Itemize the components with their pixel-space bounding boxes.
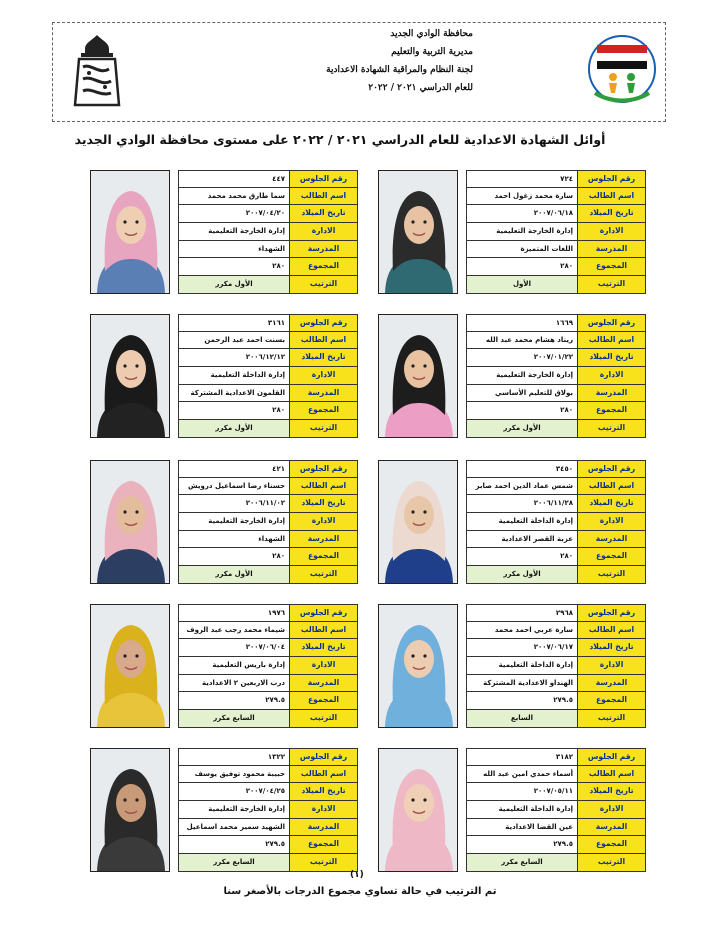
label-rank: الترتيب — [578, 566, 646, 584]
student-portrait-icon — [91, 749, 170, 872]
value-dob: ٢٠٠٧/٠٤/٢٥ — [178, 783, 290, 801]
label-name: اسم الطالب — [578, 766, 646, 784]
label-seat: رقم الجلوس — [290, 748, 358, 766]
student-portrait-icon — [379, 171, 458, 294]
info-row-rank — [466, 566, 646, 584]
page-title: أوائل الشهادة الاعدادية للعام الدراسي ٢٠٢١ / ٢٠٢٢ على مستوى محافظة الوادي الجديد — [74, 132, 606, 147]
value-rank: السابع مكرر — [466, 854, 578, 872]
student-portrait-icon — [379, 749, 458, 872]
info-row-rank — [466, 854, 646, 872]
label-rank: الترتيب — [290, 276, 358, 294]
value-name: سما طارق محمد محمد — [178, 188, 290, 206]
value-school: درب الاربعين ٢ الاعدادية — [178, 675, 290, 693]
info-row-rank — [178, 420, 358, 438]
page-number: (١) — [350, 870, 364, 880]
value-seat: ١٩٧٦ — [178, 604, 290, 622]
info-row-seat — [178, 460, 358, 478]
info-row-seat — [466, 604, 646, 622]
label-dob: تاريخ الميلاد — [578, 495, 646, 513]
info-row-seat — [466, 170, 646, 188]
value-dob: ٢٠٠٧/٠٥/١١ — [466, 783, 578, 801]
value-rank: الأول مكرر — [466, 566, 578, 584]
value-seat: ٣٤٥٠ — [466, 460, 578, 478]
label-school: المدرسة — [578, 241, 646, 259]
info-row-dob — [178, 639, 358, 657]
value-admin: إدارة الداخلة التعليمية — [466, 513, 578, 531]
label-admin: الادارة — [290, 513, 358, 531]
label-total: المجموع — [290, 258, 358, 276]
student-photo — [378, 604, 458, 728]
value-rank: السابع مكرر — [178, 854, 290, 872]
label-dob: تاريخ الميلاد — [578, 783, 646, 801]
info-row-name — [178, 188, 358, 206]
value-name: ريناد هشام محمد عبد الله — [466, 332, 578, 350]
value-rank: الأول مكرر — [178, 420, 290, 438]
label-admin: الادارة — [578, 513, 646, 531]
label-total: المجموع — [578, 548, 646, 566]
info-row-seat — [178, 170, 358, 188]
info-row-seat — [466, 748, 646, 766]
value-seat: ٢٩٦٨ — [466, 604, 578, 622]
info-row-name — [466, 766, 646, 784]
info-row-admin — [466, 801, 646, 819]
label-total: المجموع — [290, 692, 358, 710]
student-info-table — [178, 314, 358, 438]
label-dob: تاريخ الميلاد — [290, 495, 358, 513]
label-name: اسم الطالب — [578, 622, 646, 640]
value-name: حبيبة محمود توفيق يوسف — [178, 766, 290, 784]
info-row-dob — [466, 349, 646, 367]
student-portrait-icon — [91, 171, 170, 294]
label-seat: رقم الجلوس — [578, 460, 646, 478]
info-row-dob — [178, 205, 358, 223]
value-total: ٢٨٠ — [466, 258, 578, 276]
student-photo — [90, 314, 170, 438]
student-card — [378, 604, 646, 728]
info-row-total — [466, 402, 646, 420]
value-school: اللغات المتميزة — [466, 241, 578, 259]
info-row-dob — [178, 783, 358, 801]
info-row-school — [178, 675, 358, 693]
label-name: اسم الطالب — [578, 188, 646, 206]
student-portrait-icon — [91, 461, 170, 584]
info-row-rank — [178, 566, 358, 584]
label-admin: الادارة — [578, 801, 646, 819]
info-row-name — [178, 332, 358, 350]
label-rank: الترتيب — [290, 566, 358, 584]
footer-note: تم الترتيب في حالة تساوي مجموع الدرجات بالأصغر سنا — [223, 886, 497, 897]
value-seat: ٤٢١ — [178, 460, 290, 478]
info-row-school — [466, 819, 646, 837]
education-directorate-logo-icon — [587, 31, 657, 107]
info-row-name — [466, 478, 646, 496]
student-photo — [378, 314, 458, 438]
value-dob: ٢٠٠٦/١٢/١٢ — [178, 349, 290, 367]
label-admin: الادارة — [290, 223, 358, 241]
student-photo — [90, 170, 170, 294]
label-name: اسم الطالب — [578, 332, 646, 350]
label-total: المجموع — [578, 836, 646, 854]
info-row-dob — [466, 639, 646, 657]
value-rank: السابع مكرر — [178, 710, 290, 728]
value-admin: إدارة الخارجة التعليمية — [178, 223, 290, 241]
label-seat: رقم الجلوس — [290, 314, 358, 332]
label-school: المدرسة — [290, 531, 358, 549]
student-card — [90, 314, 358, 438]
student-card — [378, 460, 646, 584]
value-rank: الأول مكرر — [178, 276, 290, 294]
label-rank: الترتيب — [578, 854, 646, 872]
label-school: المدرسة — [290, 385, 358, 403]
student-card — [378, 748, 646, 872]
value-school: بولاق للتعليم الأساسي — [466, 385, 578, 403]
info-row-name — [466, 332, 646, 350]
value-admin: إدارة الداخلة التعليمية — [178, 367, 290, 385]
student-card — [378, 170, 646, 294]
info-row-admin — [178, 657, 358, 675]
student-photo — [90, 604, 170, 728]
value-total: ٢٧٩.٥ — [466, 692, 578, 710]
student-card — [90, 170, 358, 294]
student-card — [90, 748, 358, 872]
value-dob: ٢٠٠٦/١١/٢٨ — [466, 495, 578, 513]
label-school: المدرسة — [290, 819, 358, 837]
value-rank: السابع — [466, 710, 578, 728]
info-row-rank — [466, 276, 646, 294]
info-row-rank — [178, 710, 358, 728]
label-rank: الترتيب — [290, 710, 358, 728]
label-rank: الترتيب — [578, 276, 646, 294]
value-dob: ٢٠٠٧/٠٤/٢٠ — [178, 205, 290, 223]
info-row-name — [178, 766, 358, 784]
value-dob: ٢٠٠٧/٠٦/١٧ — [466, 639, 578, 657]
value-admin: إدارة باريس التعليمية — [178, 657, 290, 675]
info-row-rank — [466, 420, 646, 438]
info-row-dob — [178, 495, 358, 513]
info-row-total — [466, 836, 646, 854]
info-row-admin — [466, 367, 646, 385]
student-info-table — [466, 748, 646, 872]
label-admin: الادارة — [578, 657, 646, 675]
info-row-total — [466, 692, 646, 710]
student-portrait-icon — [379, 605, 458, 728]
student-portrait-icon — [379, 461, 458, 584]
label-name: اسم الطالب — [290, 478, 358, 496]
info-row-admin — [178, 801, 358, 819]
value-total: ٢٧٩.٥ — [178, 836, 290, 854]
header-text — [253, 25, 473, 119]
label-name: اسم الطالب — [290, 766, 358, 784]
label-total: المجموع — [290, 836, 358, 854]
label-school: المدرسة — [578, 819, 646, 837]
label-admin: الادارة — [290, 801, 358, 819]
label-dob: تاريخ الميلاد — [290, 783, 358, 801]
calligraphy-emblem-icon — [65, 31, 129, 111]
value-school: عين القضا الاعدادية — [466, 819, 578, 837]
value-school: عزبة القصر الاعدادية — [466, 531, 578, 549]
label-school: المدرسة — [578, 531, 646, 549]
student-portrait-icon — [379, 315, 458, 438]
label-rank: الترتيب — [290, 420, 358, 438]
value-total: ٢٧٩.٥ — [178, 692, 290, 710]
value-admin: إدارة الداخلة التعليمية — [466, 657, 578, 675]
info-row-school — [466, 241, 646, 259]
info-row-seat — [178, 604, 358, 622]
info-row-total — [178, 692, 358, 710]
label-total: المجموع — [578, 692, 646, 710]
info-row-dob — [466, 783, 646, 801]
info-row-name — [466, 622, 646, 640]
value-admin: إدارة الخارجة التعليمية — [466, 223, 578, 241]
value-total: ٢٨٠ — [178, 258, 290, 276]
label-name: اسم الطالب — [578, 478, 646, 496]
student-photo — [90, 460, 170, 584]
label-total: المجموع — [290, 402, 358, 420]
value-school: الهنداو الاعدادية المشتركة — [466, 675, 578, 693]
label-seat: رقم الجلوس — [290, 460, 358, 478]
label-seat: رقم الجلوس — [578, 748, 646, 766]
value-name: سارة محمد زغول احمد — [466, 188, 578, 206]
value-name: أسماء حمدي امين عبد الله — [466, 766, 578, 784]
value-total: ٢٨٠ — [178, 402, 290, 420]
label-school: المدرسة — [290, 241, 358, 259]
label-admin: الادارة — [578, 367, 646, 385]
student-card — [378, 314, 646, 438]
student-portrait-icon — [91, 605, 170, 728]
value-seat: ١٦٦٩ — [466, 314, 578, 332]
student-photo — [378, 170, 458, 294]
info-row-rank — [466, 710, 646, 728]
info-row-total — [178, 402, 358, 420]
value-admin: إدارة الخارجة التعليمية — [178, 801, 290, 819]
value-name: حسناء رضا اسماعيل درويش — [178, 478, 290, 496]
info-row-admin — [178, 223, 358, 241]
value-rank: الأول مكرر — [466, 420, 578, 438]
info-row-admin — [466, 513, 646, 531]
label-dob: تاريخ الميلاد — [578, 205, 646, 223]
label-total: المجموع — [290, 548, 358, 566]
value-dob: ٢٠٠٧/٠١/٢٢ — [466, 349, 578, 367]
value-dob: ٢٠٠٧/٠٦/١٨ — [466, 205, 578, 223]
student-info-table — [178, 170, 358, 294]
label-dob: تاريخ الميلاد — [290, 205, 358, 223]
label-name: اسم الطالب — [290, 188, 358, 206]
info-row-dob — [466, 495, 646, 513]
info-row-school — [178, 241, 358, 259]
info-row-school — [178, 385, 358, 403]
value-total: ٢٨٠ — [466, 402, 578, 420]
value-total: ٢٨٠ — [466, 548, 578, 566]
value-school: الشهداء — [178, 531, 290, 549]
info-row-rank — [178, 854, 358, 872]
value-seat: ٣١٦١ — [178, 314, 290, 332]
label-school: المدرسة — [290, 675, 358, 693]
info-row-dob — [178, 349, 358, 367]
student-info-table — [466, 460, 646, 584]
value-name: شمس عماد الدين احمد صابر — [466, 478, 578, 496]
label-admin: الادارة — [290, 367, 358, 385]
info-row-total — [466, 258, 646, 276]
label-seat: رقم الجلوس — [578, 604, 646, 622]
student-photo — [378, 748, 458, 872]
info-row-admin — [466, 223, 646, 241]
directorate-line: مديرية التربية والتعليم — [391, 47, 473, 57]
label-seat: رقم الجلوس — [578, 314, 646, 332]
value-school: الشهيد سمير محمد اسماعيل — [178, 819, 290, 837]
value-admin: إدارة الخارجة التعليمية — [466, 367, 578, 385]
info-row-name — [178, 478, 358, 496]
info-row-seat — [466, 314, 646, 332]
committee-line: لجنة النظام والمراقبة الشهادة الاعدادية — [326, 65, 473, 75]
value-seat: ٣١٨٢ — [466, 748, 578, 766]
value-rank: الأول — [466, 276, 578, 294]
label-dob: تاريخ الميلاد — [578, 639, 646, 657]
governorate-line: محافظة الوادي الجديد — [390, 29, 473, 39]
label-seat: رقم الجلوس — [290, 604, 358, 622]
value-school: القلمون الاعدادية المشتركة — [178, 385, 290, 403]
value-rank: الأول مكرر — [178, 566, 290, 584]
label-dob: تاريخ الميلاد — [578, 349, 646, 367]
student-info-table — [178, 460, 358, 584]
student-photo — [90, 748, 170, 872]
label-name: اسم الطالب — [290, 622, 358, 640]
info-row-dob — [466, 205, 646, 223]
info-row-seat — [178, 314, 358, 332]
value-seat: ٤٤٧ — [178, 170, 290, 188]
value-dob: ٢٠٠٧/٠٦/٠٤ — [178, 639, 290, 657]
label-name: اسم الطالب — [290, 332, 358, 350]
label-rank: الترتيب — [290, 854, 358, 872]
value-school: الشهداء — [178, 241, 290, 259]
label-school: المدرسة — [578, 385, 646, 403]
info-row-total — [178, 836, 358, 854]
label-admin: الادارة — [290, 657, 358, 675]
info-row-school — [178, 819, 358, 837]
info-row-admin — [178, 367, 358, 385]
label-seat: رقم الجلوس — [578, 170, 646, 188]
student-info-table — [466, 604, 646, 728]
info-row-name — [466, 188, 646, 206]
student-info-table — [178, 748, 358, 872]
info-row-total — [178, 258, 358, 276]
label-seat: رقم الجلوس — [290, 170, 358, 188]
info-row-rank — [178, 276, 358, 294]
label-dob: تاريخ الميلاد — [290, 349, 358, 367]
value-seat: ٧٢٤ — [466, 170, 578, 188]
label-dob: تاريخ الميلاد — [290, 639, 358, 657]
student-info-table — [466, 170, 646, 294]
value-name: بسنت احمد عبد الرحمن — [178, 332, 290, 350]
info-row-seat — [466, 460, 646, 478]
student-info-table — [178, 604, 358, 728]
info-row-school — [178, 531, 358, 549]
info-row-total — [178, 548, 358, 566]
student-card — [90, 604, 358, 728]
value-name: شيماء محمد رجب عبد الروف — [178, 622, 290, 640]
label-school: المدرسة — [578, 675, 646, 693]
label-total: المجموع — [578, 402, 646, 420]
student-photo — [378, 460, 458, 584]
info-row-name — [178, 622, 358, 640]
label-rank: الترتيب — [578, 420, 646, 438]
value-total: ٢٧٩.٥ — [466, 836, 578, 854]
info-row-school — [466, 385, 646, 403]
info-row-seat — [178, 748, 358, 766]
student-info-table — [466, 314, 646, 438]
value-admin: إدارة الداخلة التعليمية — [466, 801, 578, 819]
value-seat: ١٣٢٢ — [178, 748, 290, 766]
info-row-school — [466, 531, 646, 549]
student-portrait-icon — [91, 315, 170, 438]
year-line: للعام الدراسي ٢٠٢١ / ٢٠٢٢ — [368, 83, 473, 93]
info-row-school — [466, 675, 646, 693]
value-total: ٢٨٠ — [178, 548, 290, 566]
header-box — [52, 22, 666, 122]
info-row-total — [466, 548, 646, 566]
value-admin: إدارة الخارجة التعليمية — [178, 513, 290, 531]
label-admin: الادارة — [578, 223, 646, 241]
student-card — [90, 460, 358, 584]
value-dob: ٢٠٠٦/١١/٠٢ — [178, 495, 290, 513]
label-total: المجموع — [578, 258, 646, 276]
value-name: سارة عربي احمد محمد — [466, 622, 578, 640]
info-row-admin — [178, 513, 358, 531]
label-rank: الترتيب — [578, 710, 646, 728]
info-row-admin — [466, 657, 646, 675]
